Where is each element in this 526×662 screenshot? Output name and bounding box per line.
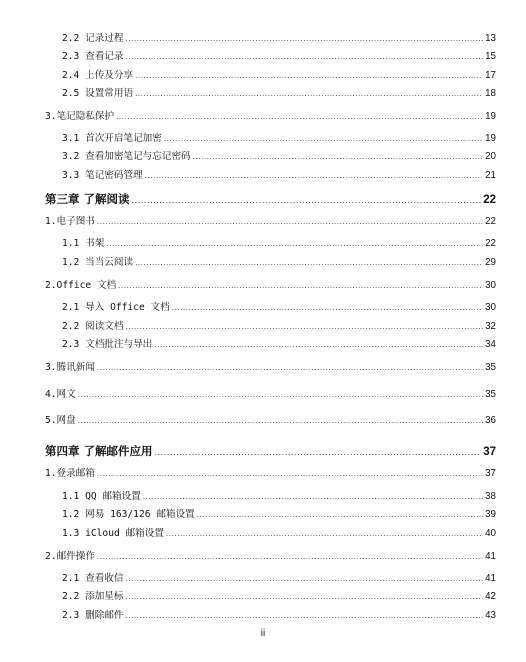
- toc-entry-row: [45, 110, 496, 124]
- toc-entry-title: 第三章 了解阅读: [45, 192, 130, 206]
- toc-entry-row: [45, 388, 496, 402]
- toc-entry-title: 4.网文: [45, 389, 76, 400]
- toc-entry-row: [45, 414, 496, 428]
- toc-dot-leader: [172, 301, 483, 315]
- toc-page-number: 34: [485, 339, 496, 350]
- toc-entry-title: 2.2 添加星标: [62, 591, 124, 602]
- toc-page-number: 19: [485, 111, 496, 122]
- toc-dot-leader: [135, 256, 483, 270]
- toc-page-number: 20: [485, 151, 496, 162]
- toc-entry-title: 2.2 记录过程: [62, 33, 124, 44]
- toc-entry-title: 3.腾讯新闻: [45, 362, 95, 373]
- toc-dot-leader: [125, 590, 483, 604]
- toc-entry-row: [45, 467, 496, 481]
- toc-entry-title: 2.1 导入 Office 文档: [62, 302, 170, 313]
- toc-entry-title: 2.5 设置常用语: [62, 88, 134, 99]
- toc-dot-leader: [145, 169, 483, 183]
- toc-entry-row: [62, 590, 496, 604]
- toc-dot-leader: [154, 338, 483, 352]
- toc-dot-leader: [197, 508, 483, 522]
- toc-page-number: 30: [485, 302, 496, 313]
- toc-entry-row: [62, 256, 496, 270]
- toc-entry-title: 3.3 笔记密码管理: [62, 170, 143, 181]
- toc-entry-row: [62, 572, 496, 586]
- toc-page-number: 30: [485, 280, 496, 291]
- toc-dot-leader: [97, 550, 483, 564]
- toc-dot-leader: [132, 191, 482, 209]
- toc-entry-row: [62, 609, 496, 623]
- toc-dot-leader: [125, 50, 483, 64]
- toc-page-number: 40: [485, 528, 496, 539]
- toc-entry-row: [62, 132, 496, 146]
- toc-dot-leader: [125, 32, 483, 46]
- toc-page-number: 38: [485, 491, 496, 502]
- toc-page-number: 17: [485, 70, 496, 81]
- toc-entry-row: [62, 32, 496, 46]
- toc-entry-title: 第四章 了解邮件应用: [45, 444, 153, 458]
- toc-page-number: 19: [485, 133, 496, 144]
- toc-page-number: 32: [485, 321, 496, 332]
- toc-entry-title: 2.1 查看收信: [62, 573, 124, 584]
- toc-dot-leader: [116, 110, 483, 124]
- toc-page-number: 41: [485, 551, 496, 562]
- toc-dot-leader: [125, 572, 483, 586]
- toc-entry-title: 1.2 网易 163/126 邮箱设置: [62, 509, 195, 520]
- toc-entry-row: [45, 215, 496, 229]
- toc-dot-leader: [106, 237, 483, 251]
- toc-entry-title: 2.3 删除邮件: [62, 610, 124, 621]
- toc-page-number: 35: [485, 389, 496, 400]
- toc-entry-row: [45, 361, 496, 375]
- toc-entry-row: [62, 338, 496, 352]
- toc-entry-title: 3.1 首次开启笔记加密: [62, 133, 162, 144]
- toc-dot-leader: [97, 467, 483, 481]
- toc-dot-leader: [125, 609, 483, 623]
- toc-page-number: 35: [485, 362, 496, 373]
- toc-page-number: 41: [485, 573, 496, 584]
- toc-entry-row: [62, 150, 496, 164]
- toc-entry-title: 3.笔记隐私保护: [45, 111, 115, 122]
- toc-page-number: 22: [483, 194, 496, 206]
- toc-page-number: 15: [485, 51, 496, 62]
- toc-entry-row: [62, 301, 496, 315]
- toc-entry-title: 3.2 查看加密笔记与忘记密码: [62, 151, 191, 162]
- toc-page-number: 21: [485, 170, 496, 181]
- toc-entry-title: 1.3 iCloud 邮箱设置: [62, 528, 164, 539]
- toc-entry-title: 1.1 书架: [62, 238, 105, 249]
- toc-entry-title: 1.2 当当云阅读: [62, 257, 134, 268]
- toc-entry-row: [62, 320, 496, 334]
- toc-page-number: 22: [485, 238, 496, 249]
- toc-entry-title: 2.3 文档批注与导出: [62, 339, 153, 350]
- page-number: ii: [260, 628, 266, 639]
- toc-dot-leader: [135, 69, 483, 83]
- toc-entry-title: 1.登录邮箱: [45, 468, 95, 479]
- toc-dot-leader: [143, 490, 483, 504]
- toc-dot-leader: [166, 527, 483, 541]
- toc-dot-leader: [78, 414, 483, 428]
- toc-dot-leader: [97, 361, 483, 375]
- toc-dot-leader: [155, 443, 482, 461]
- toc-entry-title: 2.3 查看记录: [62, 51, 124, 62]
- toc-entry-title: 1.1 QQ 邮箱设置: [62, 491, 141, 502]
- toc-page-number: 42: [485, 591, 496, 602]
- toc-entry-title: 5.网盘: [45, 415, 76, 426]
- toc-entry-title: 2.Office 文档: [45, 280, 117, 291]
- toc-dot-leader: [97, 215, 483, 229]
- toc-dot-leader: [193, 150, 483, 164]
- toc-page-number: 39: [485, 509, 496, 520]
- toc-page-number: 36: [485, 415, 496, 426]
- toc-entry-title: 1.电子图书: [45, 216, 95, 227]
- toc-entry-row: [62, 508, 496, 522]
- toc-page-number: 22: [485, 216, 496, 227]
- toc-entry-row: [45, 550, 496, 564]
- toc-entry-row: [62, 50, 496, 64]
- toc-entry-row: [45, 279, 496, 293]
- toc-page-number: 37: [485, 468, 496, 479]
- toc-dot-leader: [118, 279, 483, 293]
- toc-page-number: 13: [485, 33, 496, 44]
- toc-chapter-row: [45, 442, 496, 460]
- toc-entry-row: [62, 237, 496, 251]
- toc-entry-title: 2.2 阅读文档: [62, 321, 124, 332]
- toc-entry-title: 2.邮件操作: [45, 551, 95, 562]
- toc-dot-leader: [125, 320, 483, 334]
- toc-page-number: 29: [485, 257, 496, 268]
- toc-entry-row: [62, 527, 496, 541]
- toc-entry-row: [62, 169, 496, 183]
- toc-chapter-row: [45, 190, 496, 208]
- toc-dot-leader: [164, 132, 483, 146]
- toc-dot-leader: [135, 87, 483, 101]
- toc-page-number: 43: [485, 610, 496, 621]
- toc-entry-row: [62, 490, 496, 504]
- toc-entry-title: 2.4 上传及分享: [62, 70, 134, 81]
- toc-entry-row: [62, 87, 496, 101]
- toc-dot-leader: [78, 388, 483, 402]
- toc-entry-row: [62, 69, 496, 83]
- toc-page-number: 37: [483, 446, 496, 458]
- toc-page-number: 18: [485, 88, 496, 99]
